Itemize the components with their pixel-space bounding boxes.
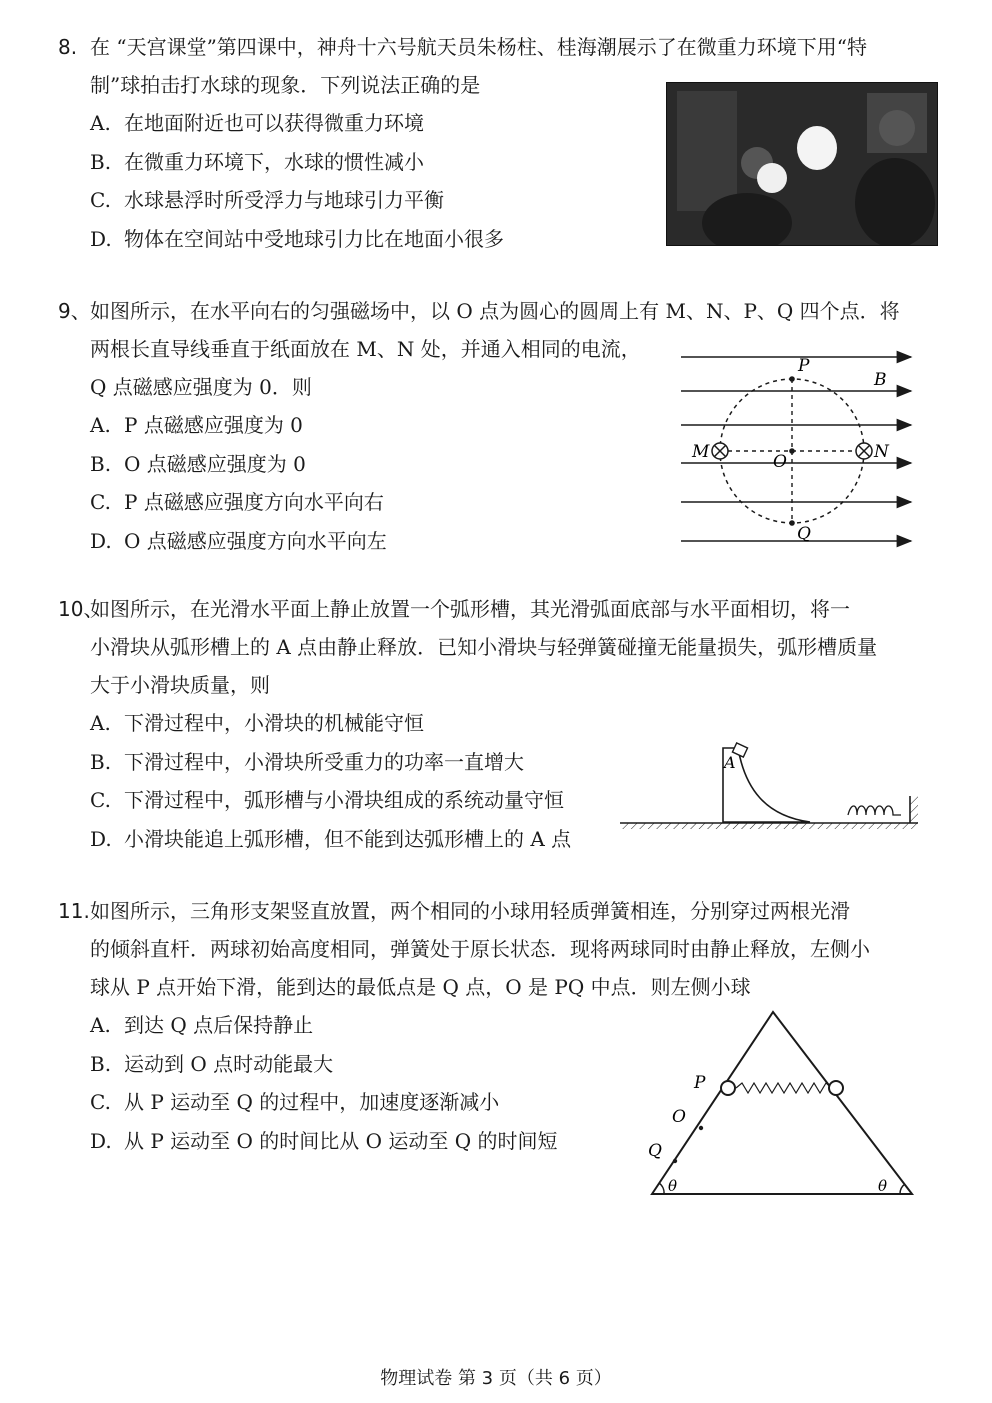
option-b: B. O 点磁感应强度为 0	[90, 451, 306, 476]
point-p	[789, 376, 795, 382]
arc-groove	[723, 748, 810, 822]
wire-m-icon	[712, 443, 728, 459]
question-number: 9、	[58, 299, 91, 323]
photo-illustration	[667, 83, 937, 245]
option-c: C. 从 P 运动至 Q 的过程中，加速度逐渐减小	[90, 1090, 500, 1114]
label-a: A	[724, 753, 736, 772]
option-a: A. 下滑过程中，小滑块的机械能守恒	[90, 711, 424, 735]
stem-line: 如图所示，三角形支架竖直放置，两个相同的小球用轻质弹簧相连，分别穿过两根光滑	[90, 899, 850, 923]
stem-line: 制”球拍击打水球的现象．下列说法正确的是	[90, 73, 481, 97]
triangle-frame	[652, 1012, 912, 1194]
option-a: A. 到达 Q 点后保持静止	[90, 1013, 314, 1037]
magnetic-field-figure	[676, 345, 921, 550]
label-theta-right: θ	[878, 1177, 888, 1195]
option-d: D. O 点磁感应强度方向水平向左	[90, 528, 387, 553]
label-theta-left: θ	[668, 1177, 678, 1195]
stem-line: 在 “天宫课堂”第四课中，神舟十六号航天员朱杨柱、桂海潮展示了在微重力环境下用“特	[90, 35, 868, 59]
right-ball	[829, 1081, 843, 1095]
stem-line: 的倾斜直杆．两球初始高度相同，弹簧处于原长状态．现将两球同时由静止释放，左侧小	[90, 937, 870, 961]
angle-left	[659, 1183, 664, 1194]
triangle-frame-figure	[640, 1006, 922, 1202]
option-b: B. 在微重力环境下，水球的惯性减小	[90, 149, 424, 174]
wire-n-icon	[856, 443, 872, 459]
stem-line: 小滑块从弧形槽上的 A 点由静止释放．已知小滑块与轻弹簧碰撞无能量损失，弧形槽质量	[90, 635, 878, 659]
point-o	[789, 448, 795, 454]
label-p: P	[798, 356, 810, 376]
label-q: Q	[797, 524, 811, 544]
point-q	[673, 1159, 677, 1163]
stem-line: 大于小滑块质量，则	[90, 673, 270, 697]
label-o: O	[773, 452, 787, 472]
wall-hatch	[910, 796, 918, 823]
label-n: N	[874, 442, 889, 462]
stem-line: 如图所示，在光滑水平面上静止放置一个弧形槽，其光滑弧面底部与水平面相切，将一	[90, 597, 850, 621]
option-d: D. 小滑块能追上弧形槽，但不能到达弧形槽上的 A 点	[90, 826, 572, 851]
label-o: O	[672, 1107, 686, 1127]
stem-line: 球从 P 点开始下滑，能到达的最低点是 Q 点，O 是 PQ 中点．则左侧小球	[90, 975, 751, 999]
question-number: 10、	[58, 597, 104, 621]
left-ball	[721, 1081, 735, 1095]
option-a: A. P 点磁感应强度为 0	[90, 413, 303, 437]
option-b: B. 下滑过程中，小滑块所受重力的功率一直增大	[90, 749, 524, 774]
question-10-stem	[58, 590, 938, 704]
point-q	[789, 520, 795, 526]
option-c: C. 水球悬浮时所受浮力与地球引力平衡	[90, 188, 444, 212]
ground-hatch	[620, 823, 918, 829]
stem-line: 两根长直导线垂直于纸面放在 M、N 处，并通入相同的电流，	[90, 337, 641, 361]
option-d: D. 物体在空间站中受地球引力比在地面小很多	[90, 226, 504, 251]
option-c: C. 下滑过程中，弧形槽与小滑块组成的系统动量守恒	[90, 788, 564, 812]
option-a: A. 在地面附近也可以获得微重力环境	[90, 111, 424, 135]
page-footer: 物理试卷 第 3 页（共 6 页）	[380, 1368, 612, 1389]
point-o	[699, 1126, 703, 1130]
angle-right	[900, 1184, 905, 1194]
label-b: B	[874, 370, 887, 390]
astronaut-photo	[666, 82, 938, 246]
stem-line: Q 点磁感应强度为 0．则	[90, 375, 312, 399]
spring	[736, 1083, 832, 1093]
spring	[848, 806, 901, 815]
question-11-stem	[58, 892, 938, 1006]
arc-groove-figure	[620, 738, 930, 834]
question-number: 11.	[58, 899, 90, 923]
question-number: 8.	[58, 35, 78, 59]
label-q: Q	[648, 1141, 662, 1161]
option-c: C. P 点磁感应强度方向水平向右	[90, 490, 384, 514]
option-d: D. 从 P 运动至 O 的时间比从 O 运动至 Q 的时间短	[90, 1128, 558, 1153]
option-b: B. 运动到 O 点时动能最大	[90, 1051, 334, 1076]
label-m: M	[692, 442, 710, 462]
stem-line: 如图所示，在水平向右的匀强磁场中，以 O 点为圆心的圆周上有 M、N、P、Q 四个点．将	[90, 299, 900, 323]
label-p: P	[694, 1073, 706, 1093]
